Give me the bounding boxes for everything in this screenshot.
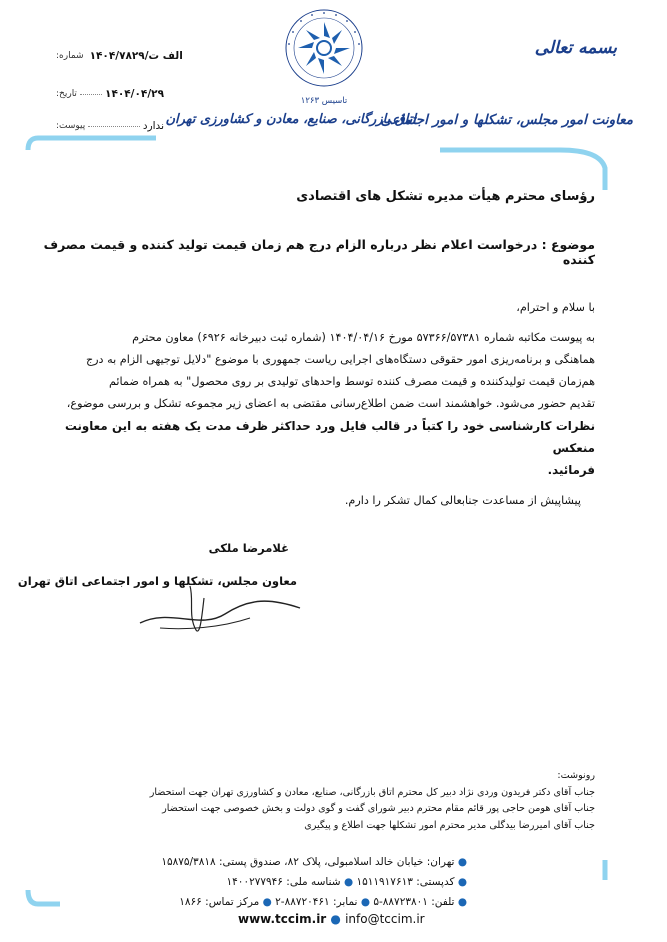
email-link[interactable]: info@tccim.ir	[345, 912, 425, 926]
bullet-icon: ●	[262, 896, 272, 908]
chamber-name: اتاق بازرگانی، صنایع، معادن و کشاورزی تهران	[165, 112, 416, 127]
bullet-icon: ●	[360, 896, 370, 908]
cc-block	[55, 768, 595, 834]
footer-call-center: مرکز تماس: ۱۸۶۶	[179, 896, 260, 908]
footer-fax: نمابر: ۸۸۷۲۰۴۶۱-۲	[275, 896, 358, 908]
subject-line: موضوع : درخواست اعلام نظر درباره الزام درج هم زمان قیمت تولید کننده و قیمت مصرف کننده	[43, 237, 595, 267]
bullet-icon: ●	[457, 856, 467, 868]
founded-year: تاسیس ۱۲۶۳	[300, 96, 348, 106]
body-line: تقدیم حضور می‌شود. خواهشمند است ضمن اطلاع‌رسانی مقتضی به اعضای زیر مجموعه تشکل و بررسی موضوع،	[66, 397, 595, 410]
letter-number-label: شماره:	[56, 51, 84, 61]
footer-phone-row	[87, 892, 467, 912]
cc-item: جناب آقای امیررضا بیدگلی مدیر محترم امور تشکلها جهت اطلاع و پیگیری	[304, 819, 595, 831]
footer-ids-row	[87, 872, 467, 892]
addressee: رؤسای محترم هیأت مدیره تشکل های اقتصادی	[296, 189, 595, 204]
attachment-value: ندارد	[142, 120, 164, 132]
bullet-icon: ●	[457, 896, 467, 908]
body-line-bold: نظرات کارشناسی خود را کتباً در قالب فایل ورد حداکثر ظرف مدت یک هفته به این معاونت منعکس	[65, 419, 595, 455]
closing-line: پیشاپیش از مساعدت جنابعالی کمال تشکر را دارم.	[344, 494, 581, 507]
signer-title: معاون مجلس، تشکلها و امور اجتماعی اتاق تهران	[17, 574, 297, 588]
letter-date-label: تاریخ:	[56, 89, 77, 99]
bullet-icon: ●	[343, 876, 354, 888]
body-line: هماهنگی و برنامه‌ریزی امور حقوقی دستگاه‌های اجرایی ریاست جمهوری با موضوع "دلایل توجیهی الزام به درج	[85, 353, 595, 366]
body-line-bold: فرمائید.	[547, 463, 595, 477]
greeting: با سلام و احترام،	[516, 301, 595, 314]
cc-title: رونوشت:	[557, 770, 595, 781]
invocation-text: بسمه تعالی	[534, 38, 617, 58]
footer-phone: تلفن: ۸۸۷۲۳۸۰۱-۵	[373, 896, 455, 908]
footer-address: تهران: خیابان خالد اسلامبولی، پلاک ۸۲، صندوق پستی: ۱۵۸۷۵/۳۸۱۸	[161, 856, 455, 868]
letter-number-value: ۱۴۰۴/۷۸۲۹/الف ت	[89, 50, 183, 62]
department-name: معاونت امور مجلس، تشکلها و امور اجتماعی	[380, 112, 633, 128]
footer-national-id: شناسه ملی: ۱۴۰۰۲۷۷۹۴۶	[226, 876, 341, 888]
attachment-label: پیوست:	[56, 121, 86, 131]
footer-contact	[87, 852, 467, 912]
cc-item: جناب آقای دکتر فریدون وردی نژاد دبیر کل محترم اتاق بازرگانی، صنایع، معادن و کشاورزی تهران جهت استحضار	[149, 786, 595, 798]
body-line: هم‌زمان قیمت تولیدکننده و قیمت مصرف کننده توسط واحدهای تولیدی بر روی محصول" به همراه ضمائم	[108, 375, 595, 388]
footer-address-row	[87, 852, 467, 872]
body-paragraph	[65, 327, 595, 481]
signature-image	[130, 568, 320, 643]
footer-postal-code: کدپستی: ۱۵۱۱۹۱۷۶۱۳	[356, 876, 455, 888]
body-line: به پیوست مکاتبه شماره ۵۷۳۶۶/۵۷۳۸۱ مورخ ۱۴۰۴/۰۴/۱۶ (شماره ثبت دبیرخانه ۶۹۲۶) معاون محترم	[132, 331, 595, 344]
cc-item: جناب آقای هومن حاجی پور قائم مقام محترم دبیر شورای گفت و گوی دولت و بخش خصوصی جهت استحضار	[162, 803, 595, 814]
website-link[interactable]: www.tccim.ir	[238, 912, 327, 926]
bullet-icon: ●	[457, 876, 467, 888]
bullet-icon: ●	[330, 912, 341, 926]
footer-web-row	[238, 912, 425, 926]
signer-name: غلامرضا ملکی	[208, 541, 289, 555]
letter-date-value: ۱۴۰۴/۰۴/۲۹	[105, 88, 164, 100]
